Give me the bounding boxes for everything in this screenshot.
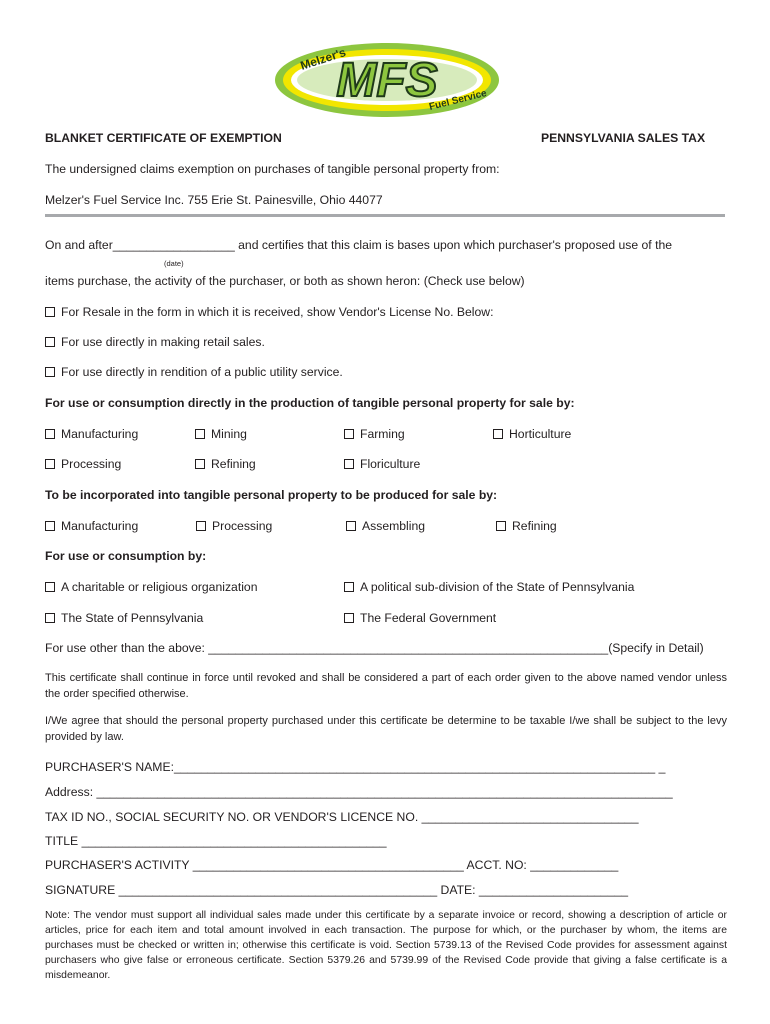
option-label: Manufacturing [61, 427, 139, 441]
checkbox[interactable] [346, 521, 356, 531]
other-use-field[interactable]: For use other than the above: ___________________________________________________________(Specify in Detail) [45, 641, 704, 655]
form-title: BLANKET CERTIFICATE OF EXEMPTION [45, 131, 282, 145]
checkbox[interactable] [195, 429, 205, 439]
inc-manufacturing[interactable] [45, 519, 138, 533]
checkbox[interactable] [45, 367, 55, 377]
use-resale-label: For Resale in the form in which it is received, show Vendor's License No. Below: [61, 305, 494, 319]
use-retail-label: For use directly in making retail sales. [61, 335, 265, 349]
checkbox[interactable] [344, 582, 354, 592]
prod-farming[interactable] [344, 427, 405, 441]
title-field[interactable]: TITLE _____________________________________________ [45, 834, 387, 848]
cons-charitable[interactable] [45, 580, 257, 594]
option-label: Mining [211, 427, 247, 441]
signature-field[interactable]: SIGNATURE _______________________________________________ DATE: ______________________ [45, 883, 629, 897]
option-label: Floriculture [360, 457, 421, 471]
divider-rule [45, 214, 725, 217]
option-label: A charitable or religious organization [61, 580, 258, 594]
cons-state[interactable] [45, 611, 203, 625]
consumption-heading: For use or consumption by: [45, 549, 207, 563]
use-utility[interactable] [45, 365, 343, 379]
company-logo [272, 40, 502, 120]
prod-refining[interactable] [195, 457, 256, 471]
tax-type-title: PENNSYLVANIA SALES TAX [541, 131, 706, 145]
prod-processing[interactable] [45, 457, 121, 471]
prod-horticulture[interactable] [493, 427, 571, 441]
logo-main-text: MFS [336, 54, 438, 107]
checkbox[interactable] [45, 613, 55, 623]
vendor-info: Melzer's Fuel Service Inc. 755 Erie St. Painesville, Ohio 44077 [45, 193, 383, 207]
logo-bottom-text: Fuel Service [428, 87, 488, 113]
purchaser-name-field[interactable]: PURCHASER'S NAME:_______________________________________________________________________ _ [45, 760, 666, 774]
agreement-paragraph: I/We agree that should the personal property purchased under this certificate be determine to be taxable I/we shall be subject to the levy provided by law. [45, 715, 727, 743]
checkbox[interactable] [45, 521, 55, 531]
option-label: The Federal Government [360, 611, 497, 625]
logo-graphic [272, 40, 502, 120]
incorporated-heading: To be incorporated into tangible personal property to be produced for sale by: [45, 488, 498, 502]
checkbox[interactable] [45, 582, 55, 592]
option-label: A political sub-division of the State of Pennsylvania [360, 580, 635, 594]
logo-top-text: Melzer's [298, 45, 348, 73]
option-label: The State of Pennsylvania [61, 611, 204, 625]
cons-federal[interactable] [344, 611, 496, 625]
checkbox[interactable] [496, 521, 506, 531]
option-label: Processing [61, 457, 122, 471]
option-label: Horticulture [509, 427, 572, 441]
checkbox[interactable] [344, 459, 354, 469]
checkbox[interactable] [344, 613, 354, 623]
prod-manufacturing[interactable] [45, 427, 138, 441]
use-resale[interactable] [45, 305, 493, 319]
prod-floriculture[interactable] [344, 457, 420, 471]
validity-paragraph: This certificate shall continue in force until revoked and shall be considered a part of each order given to the above named vendor unless the order specified otherwise. [45, 672, 727, 700]
checkbox[interactable] [45, 337, 55, 347]
checkbox[interactable] [493, 429, 503, 439]
onafter-line1: On and after__________________ and certifies that this claim is bases upon which purchaser's proposed use of the [45, 238, 673, 252]
option-label: Manufacturing [61, 519, 139, 533]
prod-mining[interactable] [195, 427, 247, 441]
checkbox[interactable] [196, 521, 206, 531]
option-label: Farming [360, 427, 405, 441]
checkbox[interactable] [45, 459, 55, 469]
production-heading: For use or consumption directly in the production of tangible personal property for sale by: [45, 396, 575, 410]
address-field[interactable]: Address: _____________________________________________________________________________________ [45, 785, 673, 799]
checkbox[interactable] [45, 307, 55, 317]
use-retail[interactable] [45, 335, 265, 349]
checkbox[interactable] [195, 459, 205, 469]
legal-note: Note: The vendor must support all individual sales made under this certificate by a separate invoice or record, showing a description of article or articles, price for each item and total amount involved in each transaction. The purpose for which, or the purchaser by whom, the items are purchases must be checked or written in; otherwise this certificate is void. Section 5739.13 of the Revised Code provides for assessment against purchasers who give false or erroneous certificate. Section 5379.26 and 5739.99 of the Revised Code provide that giving a false certificate is a misdemeanor. [45, 910, 727, 981]
tax-id-field[interactable]: TAX ID NO., SOCIAL SECURITY NO. OR VENDOR'S LICENCE NO. ________________________________ [45, 810, 639, 824]
checkbox[interactable] [344, 429, 354, 439]
intro-text: The undersigned claims exemption on purchases of tangible personal property from: [45, 162, 500, 176]
inc-processing[interactable] [196, 519, 272, 533]
activity-field[interactable]: PURCHASER'S ACTIVITY ________________________________________ ACCT. NO: _____________ [45, 858, 619, 872]
onafter-line2: items purchase, the activity of the purchaser, or both as shown heron: (Check use below) [45, 274, 525, 288]
option-label: Refining [211, 457, 256, 471]
option-label: Processing [212, 519, 273, 533]
option-label: Assembling [362, 519, 425, 533]
inc-assembling[interactable] [346, 519, 425, 533]
use-utility-label: For use directly in rendition of a public utility service. [61, 365, 343, 379]
inc-refining[interactable] [496, 519, 557, 533]
cons-political[interactable] [344, 580, 634, 594]
option-label: Refining [512, 519, 557, 533]
checkbox[interactable] [45, 429, 55, 439]
date-label: (date) [164, 259, 184, 268]
